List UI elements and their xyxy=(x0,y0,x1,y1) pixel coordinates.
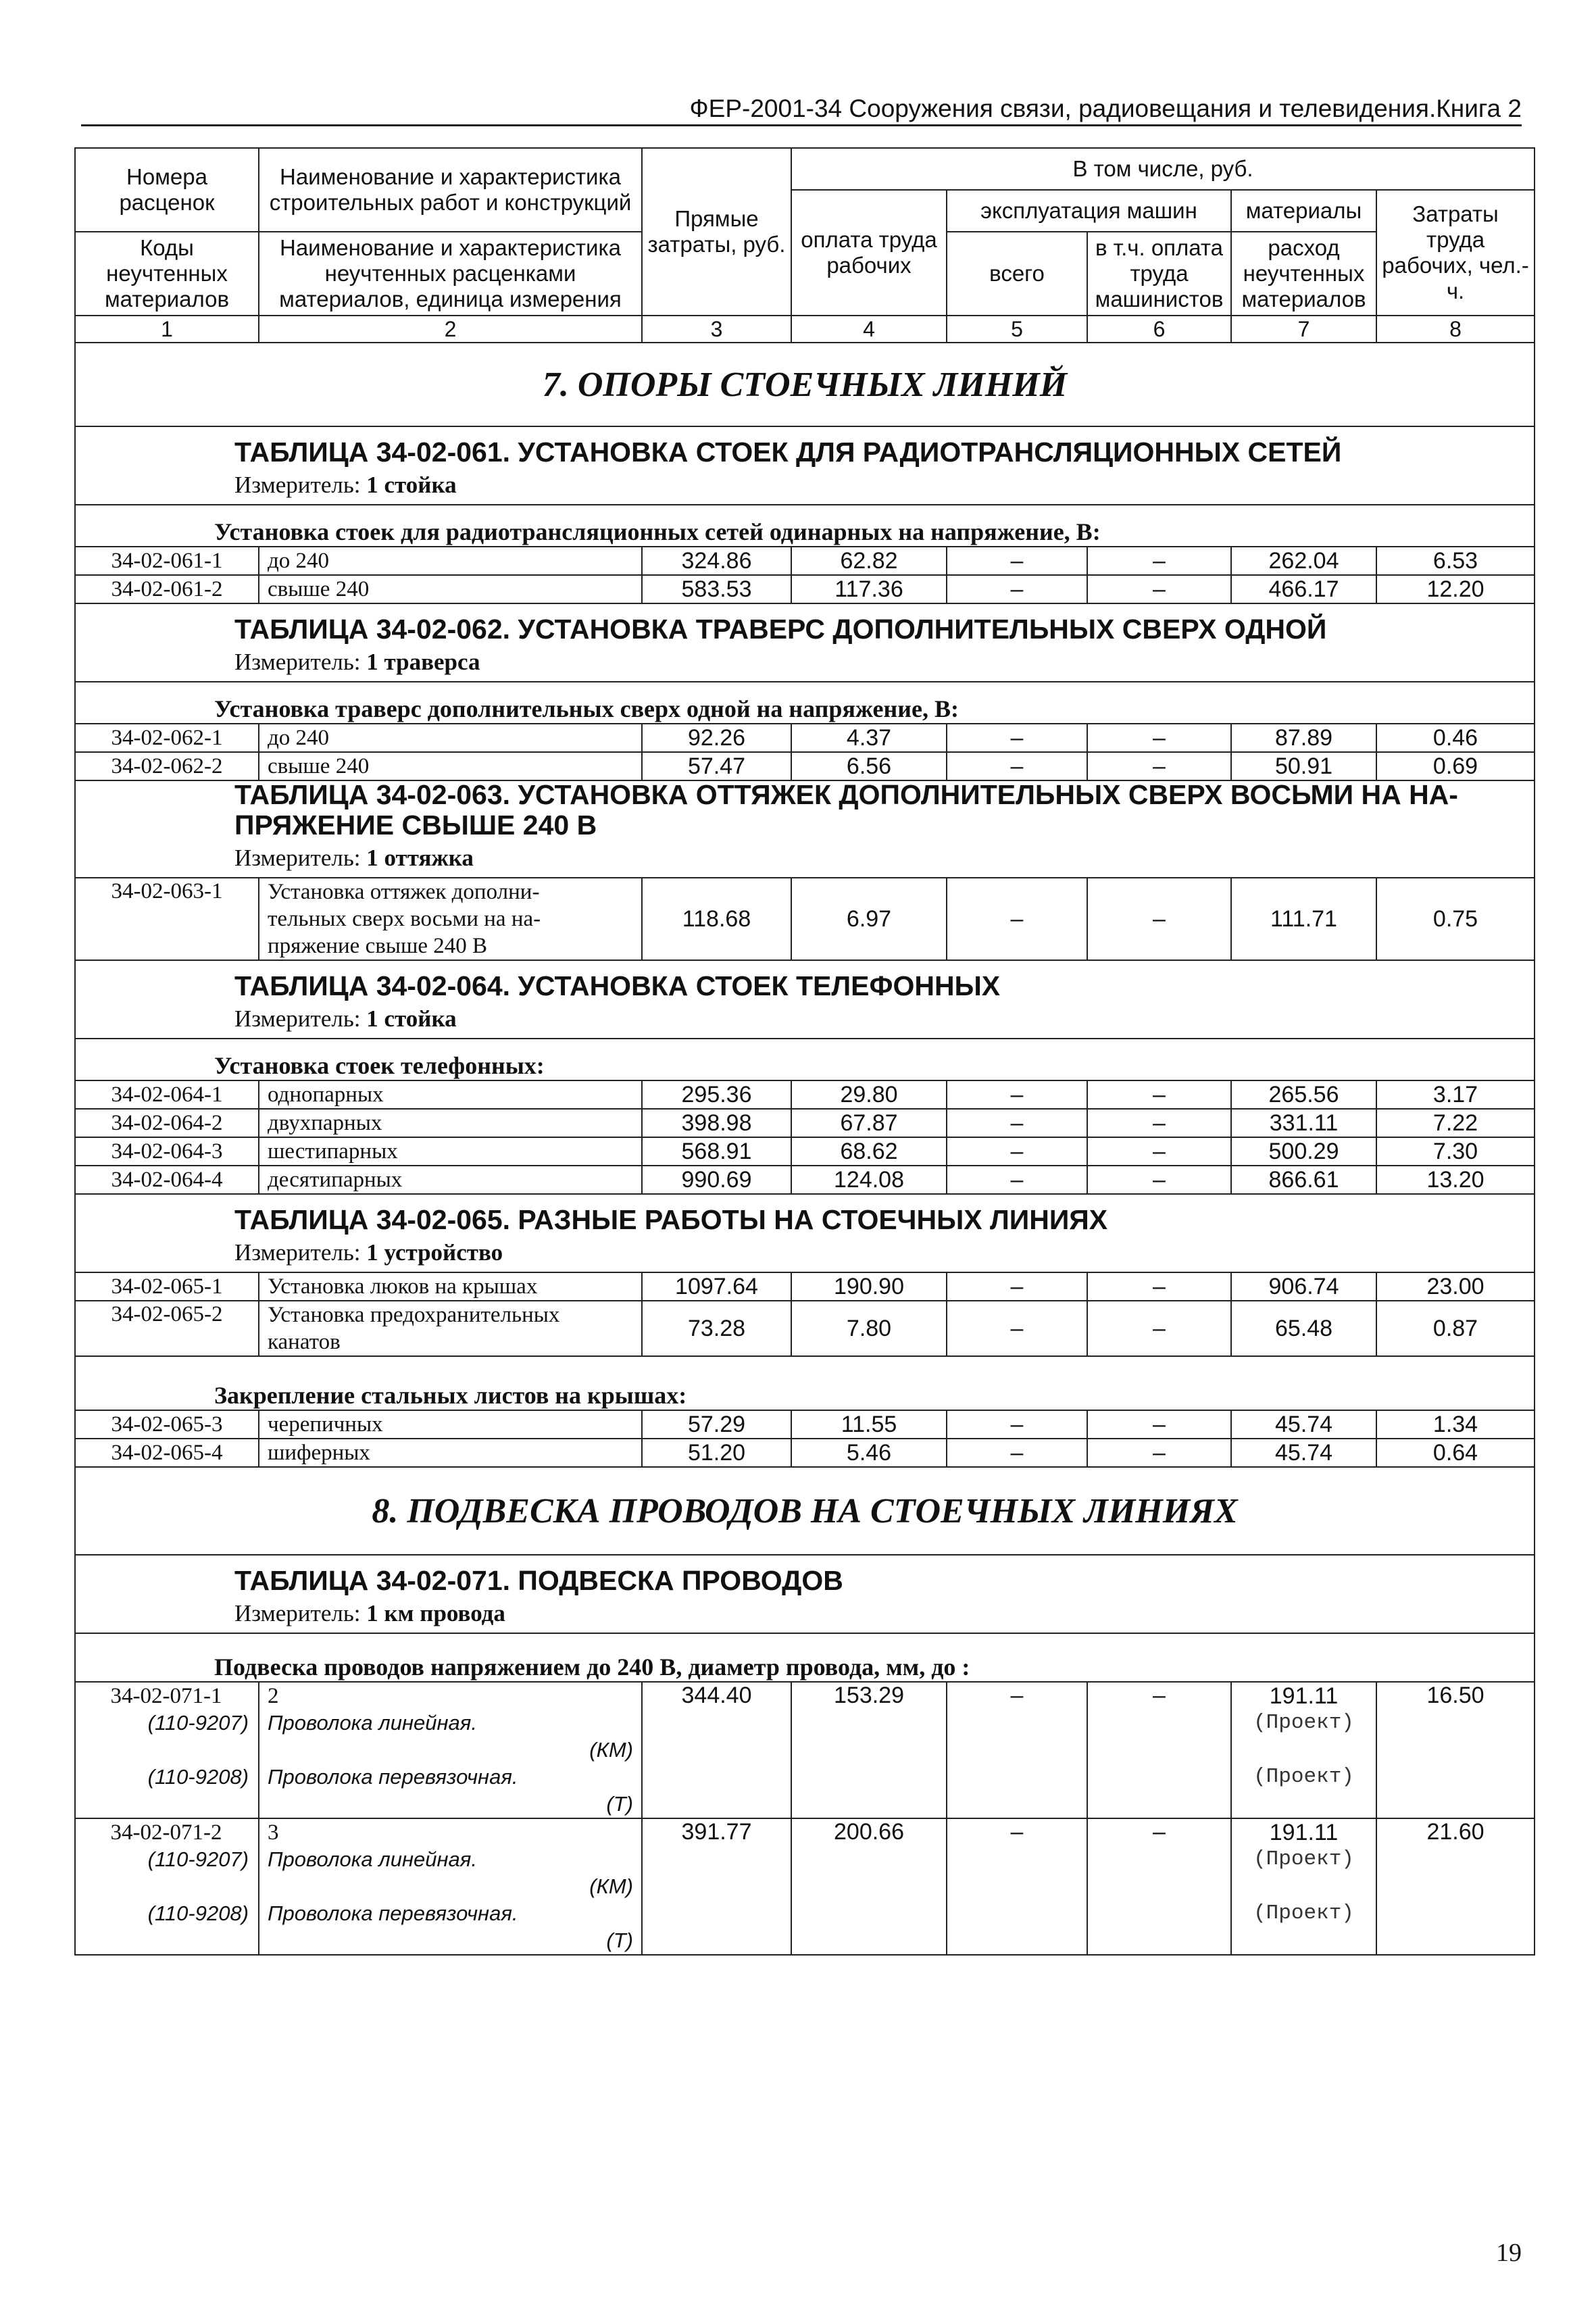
labor-hours: 3.17 xyxy=(1376,1080,1535,1109)
materials-cost: 500.29 xyxy=(1231,1137,1376,1166)
materials-cost: 866.61 xyxy=(1231,1166,1376,1194)
materials-cost: 191.11 xyxy=(1269,1683,1339,1709)
section-7-title: 7. ОПОРЫ СТОЕЧНЫХ ЛИНИЙ xyxy=(75,343,1535,426)
labor-cost: 6.56 xyxy=(791,752,947,780)
rate-code: 34-02-065-1 xyxy=(75,1272,259,1301)
table-065-measure: Измеритель: 1 устройство xyxy=(75,1237,1535,1272)
operator-cost: – xyxy=(1087,1301,1231,1356)
table-062-title: ТАБЛИЦА 34-02-062. УСТАНОВКА ТРАВЕРС ДОПОЛНИТЕЛЬНЫХ СВЕРХ ОДНОЙ xyxy=(75,603,1535,646)
materials-cost: 50.91 xyxy=(1231,752,1376,780)
operator-cost: – xyxy=(1087,1410,1231,1439)
direct-cost: 344.40 xyxy=(642,1682,791,1818)
materials-cost: 45.74 xyxy=(1231,1439,1376,1467)
labor-cost: 67.87 xyxy=(791,1109,947,1137)
machine-cost: – xyxy=(947,1080,1087,1109)
direct-cost: 51.20 xyxy=(642,1439,791,1467)
rate-code: 34-02-065-2 xyxy=(75,1301,259,1356)
materials-header: материалы xyxy=(1231,190,1376,232)
machines-header: эксплуатация машин xyxy=(947,190,1231,232)
materials-cost: 906.74 xyxy=(1231,1272,1376,1301)
machine-cost: – xyxy=(947,1301,1087,1356)
rate-code: 34-02-071-1 xyxy=(110,1684,222,1708)
column-number: 7 xyxy=(1231,316,1376,343)
table-row xyxy=(75,752,1535,780)
labor-cost: 7.80 xyxy=(791,1301,947,1356)
rate-code: 34-02-062-2 xyxy=(75,752,259,780)
material-quantity: (Проект) xyxy=(1253,1711,1354,1735)
operator-cost: – xyxy=(1087,1166,1231,1194)
direct-cost: 57.29 xyxy=(642,1410,791,1439)
materials-cost: 466.17 xyxy=(1231,575,1376,603)
rate-code-cell xyxy=(75,1818,259,1955)
machine-cost: – xyxy=(947,575,1087,603)
column-number: 4 xyxy=(791,316,947,343)
column-number: 8 xyxy=(1376,316,1535,343)
labor-cost: 6.97 xyxy=(791,878,947,960)
materials-cost: 45.74 xyxy=(1231,1410,1376,1439)
rate-code: 34-02-064-4 xyxy=(75,1166,259,1194)
column-number: 6 xyxy=(1087,316,1231,343)
labor-cost: 190.90 xyxy=(791,1272,947,1301)
labor-hours: 7.30 xyxy=(1376,1137,1535,1166)
material-unit: (Т) xyxy=(606,1792,633,1816)
column-number: 3 xyxy=(642,316,791,343)
material-unit: (КМ) xyxy=(589,1738,633,1762)
table-row xyxy=(75,1818,1535,1955)
work-name: свыше 240 xyxy=(259,575,642,603)
machine-cost: – xyxy=(947,1682,1087,1818)
labor-cost: 11.55 xyxy=(791,1410,947,1439)
direct-cost: 57.47 xyxy=(642,752,791,780)
operator-cost: – xyxy=(1087,1109,1231,1137)
column-number: 1 xyxy=(75,316,259,343)
work-name: Установка предохранительных канатов xyxy=(259,1301,642,1356)
direct-cost: 583.53 xyxy=(642,575,791,603)
work-name-cell xyxy=(259,1818,642,1955)
table-row xyxy=(75,1109,1535,1137)
table-062-measure: Измеритель: 1 траверса xyxy=(75,646,1535,682)
labor-cost: 4.37 xyxy=(791,724,947,752)
work-name: Установка оттяжек дополни- тельных сверх восьми на на- пряжение свыше 240 В xyxy=(259,878,642,960)
materials-cost: 265.56 xyxy=(1231,1080,1376,1109)
direct-cost: 73.28 xyxy=(642,1301,791,1356)
table-row xyxy=(75,1080,1535,1109)
work-name: свыше 240 xyxy=(259,752,642,780)
material-code: (110-9207) xyxy=(147,1711,249,1735)
price-table-container xyxy=(74,147,1534,1956)
machine-cost: – xyxy=(947,1166,1087,1194)
machine-cost: – xyxy=(947,1137,1087,1166)
labor-hours: 21.60 xyxy=(1376,1818,1535,1955)
table-row xyxy=(75,1166,1535,1194)
including-header: В том числе, руб. xyxy=(791,148,1535,190)
labor-cost: 153.29 xyxy=(791,1682,947,1818)
machine-cost: – xyxy=(947,1272,1087,1301)
rate-code: 34-02-061-1 xyxy=(75,547,259,575)
col3-header: Прямые затраты, руб. xyxy=(642,148,791,316)
labor-hours: 1.34 xyxy=(1376,1410,1535,1439)
col1-header-b: Коды неучтенных материалов xyxy=(75,232,259,316)
work-name: 3 xyxy=(268,1820,279,1845)
labor-hours: 16.50 xyxy=(1376,1682,1535,1818)
material-name: Проволока линейная. xyxy=(268,1847,477,1871)
work-name: черепичных xyxy=(259,1410,642,1439)
machine-cost: – xyxy=(947,878,1087,960)
rate-code: 34-02-064-3 xyxy=(75,1137,259,1166)
work-name: десятипарных xyxy=(259,1166,642,1194)
operator-cost: – xyxy=(1087,1080,1231,1109)
labor-cost: 117.36 xyxy=(791,575,947,603)
labor-cost: 5.46 xyxy=(791,1439,947,1467)
work-name-cell xyxy=(259,1682,642,1818)
material-name: Проволока перевязочная. xyxy=(268,1901,518,1925)
table-071-group: Подвеска проводов напряжением до 240 В, диаметр провода, мм, до : xyxy=(75,1633,1535,1682)
machine-cost: – xyxy=(947,1410,1087,1439)
table-064-group: Установка стоек телефонных: xyxy=(75,1039,1535,1080)
work-name: шиферных xyxy=(259,1439,642,1467)
work-name: двухпарных xyxy=(259,1109,642,1137)
table-row xyxy=(75,1410,1535,1439)
material-name: Проволока перевязочная. xyxy=(268,1765,518,1789)
machine-cost: – xyxy=(947,752,1087,780)
material-quantity: (Проект) xyxy=(1253,1765,1354,1789)
labor-cost: 124.08 xyxy=(791,1166,947,1194)
operator-cost: – xyxy=(1087,1682,1231,1818)
rate-code-cell xyxy=(75,1682,259,1818)
material-code: (110-9207) xyxy=(147,1847,249,1871)
labor-hours: 0.87 xyxy=(1376,1301,1535,1356)
materials-cost: 191.11 xyxy=(1269,1820,1339,1845)
operator-cost: – xyxy=(1087,724,1231,752)
rate-code: 34-02-063-1 xyxy=(75,878,259,960)
table-row xyxy=(75,575,1535,603)
labor-hours: 13.20 xyxy=(1376,1166,1535,1194)
labor-cost: 29.80 xyxy=(791,1080,947,1109)
materials-cost: 262.04 xyxy=(1231,547,1376,575)
materials-cost: 65.48 xyxy=(1231,1301,1376,1356)
col1-header-a: Номера расценок xyxy=(75,148,259,232)
direct-cost: 568.91 xyxy=(642,1137,791,1166)
col2-header-a: Наименование и характеристика строительных работ и конструкций xyxy=(259,148,642,232)
column-number: 5 xyxy=(947,316,1087,343)
table-071-measure: Измеритель: 1 км провода xyxy=(75,1597,1535,1633)
direct-cost: 324.86 xyxy=(642,547,791,575)
table-row xyxy=(75,724,1535,752)
running-header-title: ФЕР-2001-34 Сооружения связи, радиовещания и телевидения.Книга 2 xyxy=(689,95,1522,122)
table-061-measure: Измеритель: 1 стойка xyxy=(75,469,1535,505)
table-row xyxy=(75,1137,1535,1166)
work-name: шестипарных xyxy=(259,1137,642,1166)
operator-cost: – xyxy=(1087,1818,1231,1955)
table-row xyxy=(75,1301,1535,1356)
operator-cost: – xyxy=(1087,752,1231,780)
column-numbers-row xyxy=(75,316,1535,343)
material-code: (110-9208) xyxy=(147,1901,249,1925)
labor-hours: 7.22 xyxy=(1376,1109,1535,1137)
labor-hours: 12.20 xyxy=(1376,575,1535,603)
operator-cost: – xyxy=(1087,575,1231,603)
table-065-group: Закрепление стальных листов на крышах: xyxy=(75,1356,1535,1410)
direct-cost: 1097.64 xyxy=(642,1272,791,1301)
table-row xyxy=(75,1682,1535,1818)
labor-cost: 62.82 xyxy=(791,547,947,575)
operator-cost: – xyxy=(1087,1137,1231,1166)
direct-cost: 990.69 xyxy=(642,1166,791,1194)
direct-cost: 118.68 xyxy=(642,878,791,960)
table-row xyxy=(75,547,1535,575)
materials-cost: 331.11 xyxy=(1231,1109,1376,1137)
table-row xyxy=(75,878,1535,960)
col5-header: всего xyxy=(947,232,1087,316)
table-062-group: Установка траверс дополнительных сверх одной на напряжение, В: xyxy=(75,682,1535,724)
work-name: Установка люков на крышах xyxy=(259,1272,642,1301)
column-number: 2 xyxy=(259,316,642,343)
running-header xyxy=(81,92,1522,126)
operator-cost: – xyxy=(1087,1439,1231,1467)
work-name: до 240 xyxy=(259,547,642,575)
machine-cost: – xyxy=(947,1109,1087,1137)
rate-code: 34-02-065-4 xyxy=(75,1439,259,1467)
price-table xyxy=(74,147,1535,1956)
materials-cost: 111.71 xyxy=(1231,878,1376,960)
work-name: до 240 xyxy=(259,724,642,752)
rate-code: 34-02-062-1 xyxy=(75,724,259,752)
machine-cost: – xyxy=(947,724,1087,752)
operator-cost: – xyxy=(1087,878,1231,960)
material-code: (110-9208) xyxy=(147,1765,249,1789)
rate-code: 34-02-071-2 xyxy=(110,1820,222,1845)
labor-hours: 0.69 xyxy=(1376,752,1535,780)
labor-hours: 23.00 xyxy=(1376,1272,1535,1301)
col8-header: Затраты труда рабочих, чел.-ч. xyxy=(1376,190,1535,316)
materials-cost: 87.89 xyxy=(1231,724,1376,752)
col2-header-b: Наименование и характеристика неучтенных расценками материалов, единица измерения xyxy=(259,232,642,316)
table-064-measure: Измеритель: 1 стойка xyxy=(75,1003,1535,1039)
direct-cost: 398.98 xyxy=(642,1109,791,1137)
direct-cost: 295.36 xyxy=(642,1080,791,1109)
work-name: однопарных xyxy=(259,1080,642,1109)
machine-cost: – xyxy=(947,1818,1087,1955)
labor-hours: 0.75 xyxy=(1376,878,1535,960)
material-name: Проволока линейная. xyxy=(268,1711,477,1735)
material-unit: (Т) xyxy=(606,1928,633,1952)
col7-header: расход неучтенных материалов xyxy=(1231,232,1376,316)
table-row xyxy=(75,1272,1535,1301)
material-unit: (КМ) xyxy=(589,1874,633,1898)
col6-header: в т.ч. оплата труда машинистов xyxy=(1087,232,1231,316)
direct-cost: 92.26 xyxy=(642,724,791,752)
page-number: 19 xyxy=(1496,2239,1522,2267)
table-061-group: Установка стоек для радиотрансляционных сетей одинарных на напряжение, В: xyxy=(75,505,1535,547)
table-065-title: ТАБЛИЦА 34-02-065. РАЗНЫЕ РАБОТЫ НА СТОЕЧНЫХ ЛИНИЯХ xyxy=(75,1194,1535,1237)
section-8-title: 8. ПОДВЕСКА ПРОВОДОВ НА СТОЕЧНЫХ ЛИНИЯХ xyxy=(75,1467,1535,1555)
machine-cost: – xyxy=(947,547,1087,575)
rate-code: 34-02-065-3 xyxy=(75,1410,259,1439)
material-quantity: (Проект) xyxy=(1253,1901,1354,1925)
col4-header: оплата труда рабочих xyxy=(791,190,947,316)
labor-cost: 200.66 xyxy=(791,1818,947,1955)
table-061-title: ТАБЛИЦА 34-02-061. УСТАНОВКА СТОЕК ДЛЯ РАДИОТРАНСЛЯЦИОННЫХ СЕТЕЙ xyxy=(75,426,1535,469)
table-063-title: ТАБЛИЦА 34-02-063. УСТАНОВКА ОТТЯЖЕК ДОПОЛНИТЕЛЬНЫХ СВЕРХ ВОСЬМИ НА НА- ПРЯЖЕНИЕ СВЫШЕ 240 В xyxy=(75,780,1535,842)
labor-hours: 6.53 xyxy=(1376,547,1535,575)
direct-cost: 391.77 xyxy=(642,1818,791,1955)
rate-code: 34-02-064-2 xyxy=(75,1109,259,1137)
table-063-measure: Измеритель: 1 оттяжка xyxy=(75,842,1535,878)
table-071-title: ТАБЛИЦА 34-02-071. ПОДВЕСКА ПРОВОДОВ xyxy=(75,1555,1535,1597)
rate-code: 34-02-061-2 xyxy=(75,575,259,603)
table-row xyxy=(75,1439,1535,1467)
material-quantity: (Проект) xyxy=(1253,1847,1354,1871)
work-name: 2 xyxy=(268,1684,279,1708)
operator-cost: – xyxy=(1087,547,1231,575)
table-064-title: ТАБЛИЦА 34-02-064. УСТАНОВКА СТОЕК ТЕЛЕФОННЫХ xyxy=(75,960,1535,1003)
rate-code: 34-02-064-1 xyxy=(75,1080,259,1109)
labor-hours: 0.46 xyxy=(1376,724,1535,752)
machine-cost: – xyxy=(947,1439,1087,1467)
labor-cost: 68.62 xyxy=(791,1137,947,1166)
operator-cost: – xyxy=(1087,1272,1231,1301)
materials-cell xyxy=(1231,1818,1376,1955)
materials-cell xyxy=(1231,1682,1376,1818)
labor-hours: 0.64 xyxy=(1376,1439,1535,1467)
